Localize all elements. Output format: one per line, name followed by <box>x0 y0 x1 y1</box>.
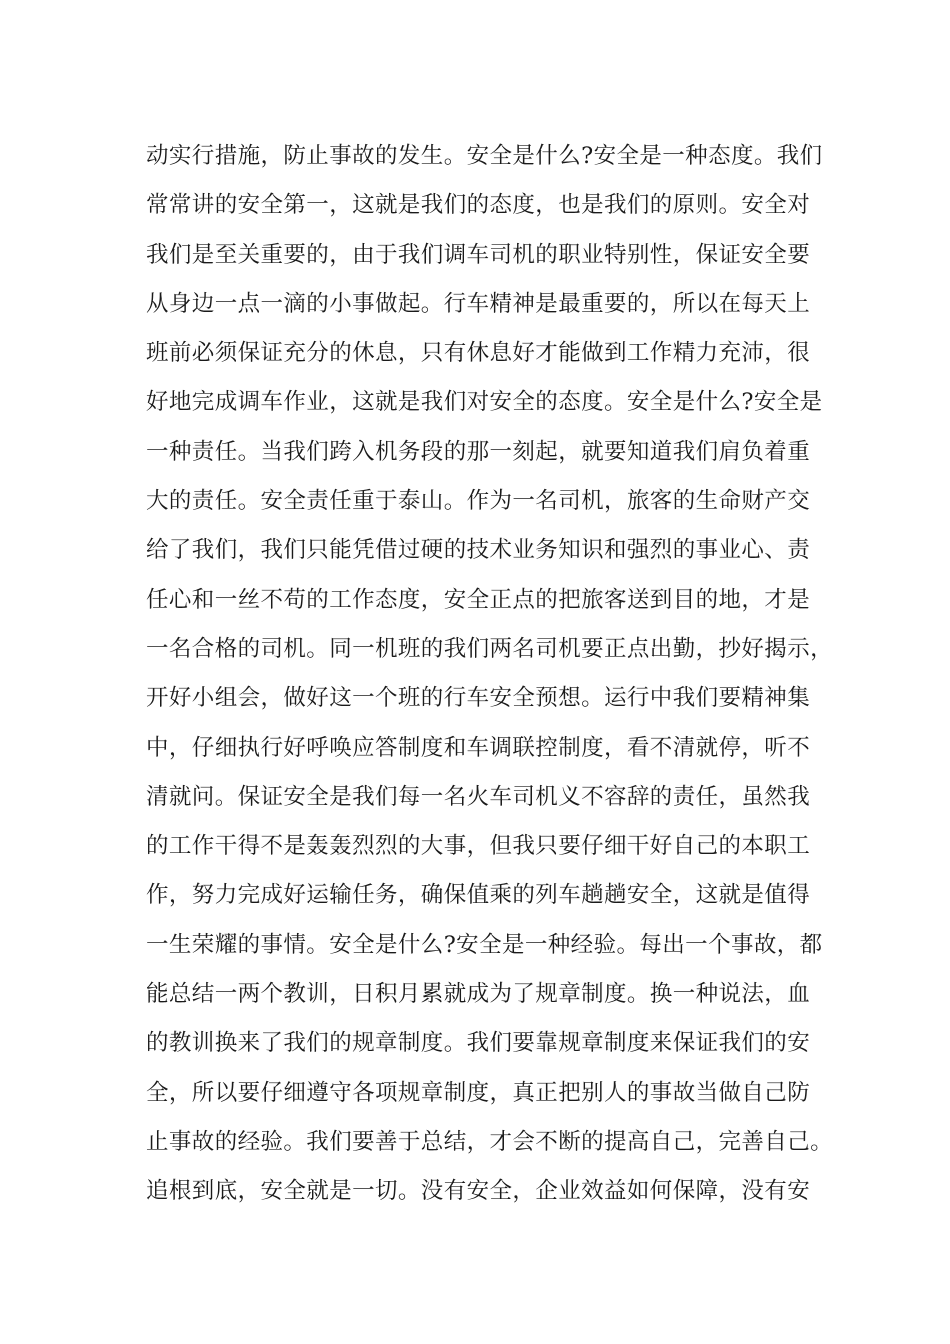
text-line: 止事故的经验。我们要善于总结，才会不断的提高自己，完善自己。 <box>146 1128 834 1155</box>
text-line: 中，仔细执行好呼唤应答制度和车调联控制度，看不清就停，听不 <box>146 734 811 761</box>
text-line: 能总结一两个教训，日积月累就成为了规章制度。换一种说法，血 <box>146 981 811 1008</box>
text-line: 追根到底，安全就是一切。没有安全，企业效益如何保障，没有安 <box>146 1178 811 1205</box>
text-line: 我们是至关重要的，由于我们调车司机的职业特别性，保证安全要 <box>146 241 811 268</box>
body-text <box>146 132 834 1217</box>
text-line: 常常讲的安全第一，这就是我们的态度，也是我们的原则。安全对 <box>146 192 811 219</box>
text-line: 一名合格的司机。同一机班的我们两名司机要正点出勤，抄好揭示， <box>146 635 834 662</box>
text-line: 作，努力完成好运输任务，确保值乘的列车趟趟安全，这就是值得 <box>146 882 811 909</box>
text-line: 全，所以要仔细遵守各项规章制度，真正把别人的事故当做自己防 <box>146 1079 811 1106</box>
text-line: 一种责任。当我们跨入机务段的那一刻起，就要知道我们肩负着重 <box>146 438 811 465</box>
text-line: 从身边一点一滴的小事做起。行车精神是最重要的，所以在每天上 <box>146 290 811 317</box>
text-line: 给了我们，我们只能凭借过硬的技术业务知识和强烈的事业心、责 <box>146 537 811 564</box>
text-line: 大的责任。安全责任重于泰山。作为一名司机，旅客的生命财产交 <box>146 488 811 515</box>
text-line: 清就问。保证安全是我们每一名火车司机义不容辞的责任，虽然我 <box>146 783 811 810</box>
text-line: 的教训换来了我们的规章制度。我们要靠规章制度来保证我们的安 <box>146 1030 811 1057</box>
text-line: 动实行措施，防止事故的发生。安全是什么?安全是一种态度。我们 <box>146 143 823 169</box>
text-line: 好地完成调车作业，这就是我们对安全的态度。安全是什么?安全是 <box>146 389 823 416</box>
text-line: 任心和一丝不苟的工作态度，安全正点的把旅客送到目的地，才是 <box>146 586 811 613</box>
text-line: 开好小组会，做好这一个班的行车安全预想。运行中我们要精神集 <box>146 685 811 712</box>
text-line: 班前必须保证充分的休息，只有休息好才能做到工作精力充沛，很 <box>146 340 811 367</box>
text-line: 一生荣耀的事情。安全是什么?安全是一种经验。每出一个事故，都 <box>146 931 823 958</box>
text-line: 的工作干得不是轰轰烈烈的大事，但我只要仔细干好自己的本职工 <box>146 833 811 860</box>
